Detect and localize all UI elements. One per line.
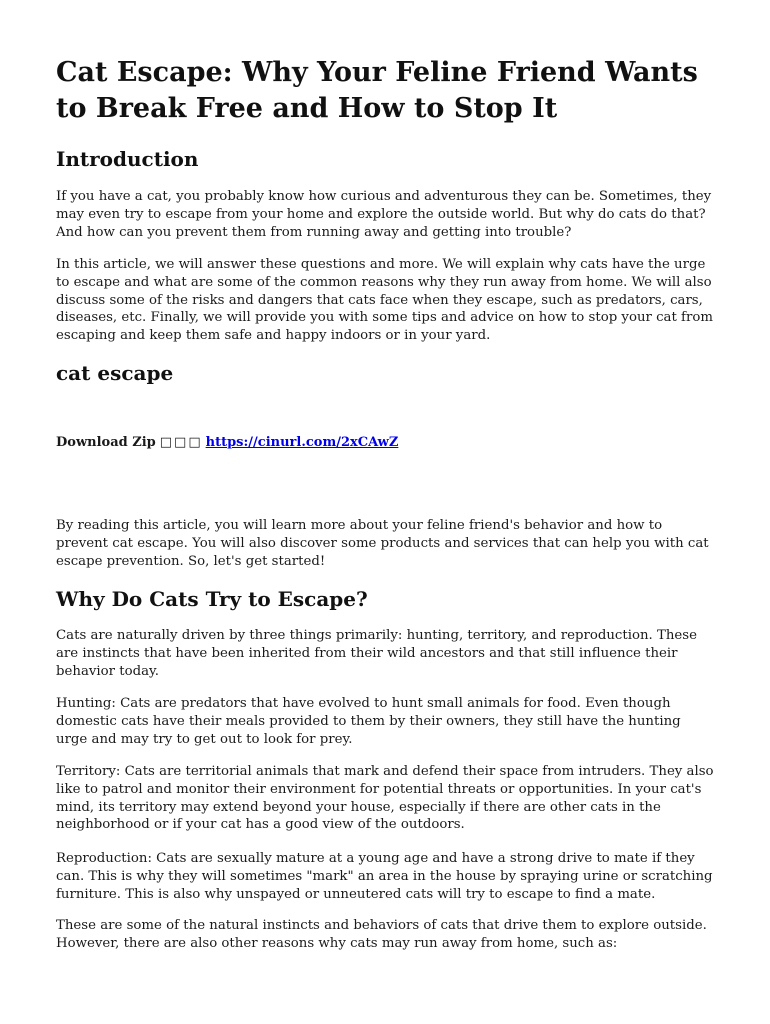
why-paragraph-1: Cats are naturally driven by three things primarily: hunting, territory, and reproduction. These are instincts that have been inherited from their wild ancestors and that still influence their behavior today. [56, 628, 697, 679]
download-line [56, 434, 714, 452]
territory-paragraph: Territory: Cats are territorial animals that mark and defend their space from intruders. They also like to patrol and monitor their environment for potential threats or opportunities. In your cat's mind, its territory may extend beyond your house, especially if there are other cats in the neighborhood or if your cat has a good view of the outdoors. [56, 764, 714, 833]
intro-paragraph-1: If you have a cat, you probably know how curious and adventurous they can be. Sometimes, they may even try to escape from your home and explore the outside world. But why do cats do that? And how can you prevent them from running away and getting into trouble? [56, 189, 712, 240]
download-label: Download Zip [56, 435, 156, 450]
article-title: Cat Escape: Why Your Feline Friend Wants to Break Free and How to Stop It [56, 57, 698, 124]
download-link[interactable]: https://cinurl.com/2xCAwZ [205, 435, 399, 450]
why-heading: Why Do Cats Try to Escape? [56, 587, 368, 611]
keyword-heading: cat escape [56, 361, 174, 385]
why-paragraph-5: These are some of the natural instincts and behaviors of cats that drive them to explore outside. However, there are also other reasons why cats may run away from home, such as: [56, 918, 707, 951]
placeholder-glyphs: □□□ [159, 435, 203, 450]
reproduction-paragraph: Reproduction: Cats are sexually mature at a young age and have a strong drive to mate if they can. This is why they will sometimes "mark" an area in the house by spraying urine or scratching furniture. This is also why unspayed or unneutered cats will try to escape to find a mate. [56, 851, 713, 902]
hunting-paragraph: Hunting: Cats are predators that have evolved to hunt small animals for food. Even though domestic cats have their meals provided to them by their owners, they still have the hunting urge and may try to get out to look for prey. [56, 696, 681, 747]
introduction-heading: Introduction [56, 147, 199, 171]
intro-paragraph-2: In this article, we will answer these questions and more. We will explain why cats have the urge to escape and what are some of the common reasons why they run away from home. We will also discuss some of the risks and dangers that cats face when they escape, such as predators, cars, diseases, etc. Finally, we will provide you with some tips and advice on how to stop your cat from escaping and keep them safe and happy indoors or in your yard. [56, 257, 713, 344]
intro-paragraph-3: By reading this article, you will learn more about your feline friend's behavior and how to prevent cat escape. You will also discover some products and services that can help you with cat escape prevention. So, let's get started! [56, 518, 709, 569]
